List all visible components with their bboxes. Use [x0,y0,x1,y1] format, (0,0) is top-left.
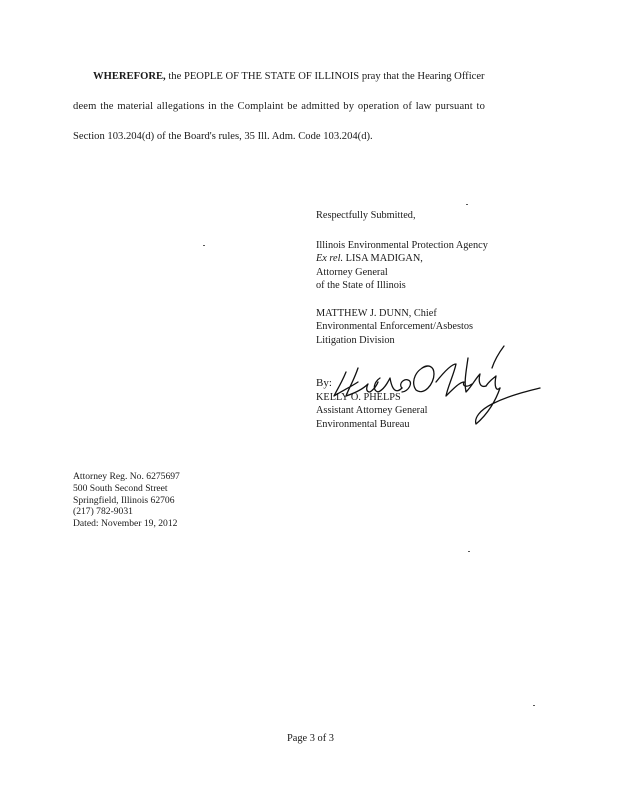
scan-speck [533,705,535,706]
division-line-2: Litigation Division [316,334,395,346]
phone-number: (217) 782-9031 [73,506,133,518]
agency-block [316,239,488,293]
scan-speck [468,551,470,552]
ex-rel-line [316,252,488,265]
dated-line: Dated: November 19, 2012 [73,518,178,530]
wherefore-heading: WHEREFORE, [93,71,166,82]
state-line: of the State of Illinois [316,280,406,292]
signer-block [316,391,428,431]
scan-speck [203,245,205,246]
body-line-1-rest: the PEOPLE OF THE STATE OF ILLINOIS pray that the Hearing Officer [165,71,485,82]
body-line-1 [93,71,485,82]
chief-line: MATTHEW J. DUNN, Chief [316,308,437,319]
closing: Respectfully Submitted, [316,210,416,221]
attorney-reg-no: Attorney Reg. No. 6275697 [73,471,180,482]
ex-rel-label: Ex rel. [316,253,344,265]
address-line-2: Springfield, Illinois 62706 [73,494,175,506]
by-label: By: [316,377,332,389]
page-number: Page 3 of 3 [286,733,335,744]
division-line-1: Environmental Enforcement/Asbestos [316,321,473,333]
body-line-3: Section 103.204(d) of the Board's rules, 35 Ill. Adm. Code 103.204(d). [73,131,373,142]
attorney-general-title: Attorney General [316,266,388,278]
scan-speck [466,204,468,205]
signature-block [316,209,416,222]
signer-title: Assistant Attorney General [316,405,428,417]
agency-name: Illinois Environmental Protection Agency [316,240,488,251]
contact-block [73,471,180,530]
ex-rel-name: LISA MADIGAN, [343,253,423,265]
body-line-2: deem the material allegations in the Complaint be admitted by operation of law pursuant to [73,101,486,112]
address-line-1: 500 South Second Street [73,482,168,494]
signer-name: KELLY O. PHELPS [316,392,401,403]
bureau-line: Environmental Bureau [316,418,410,430]
